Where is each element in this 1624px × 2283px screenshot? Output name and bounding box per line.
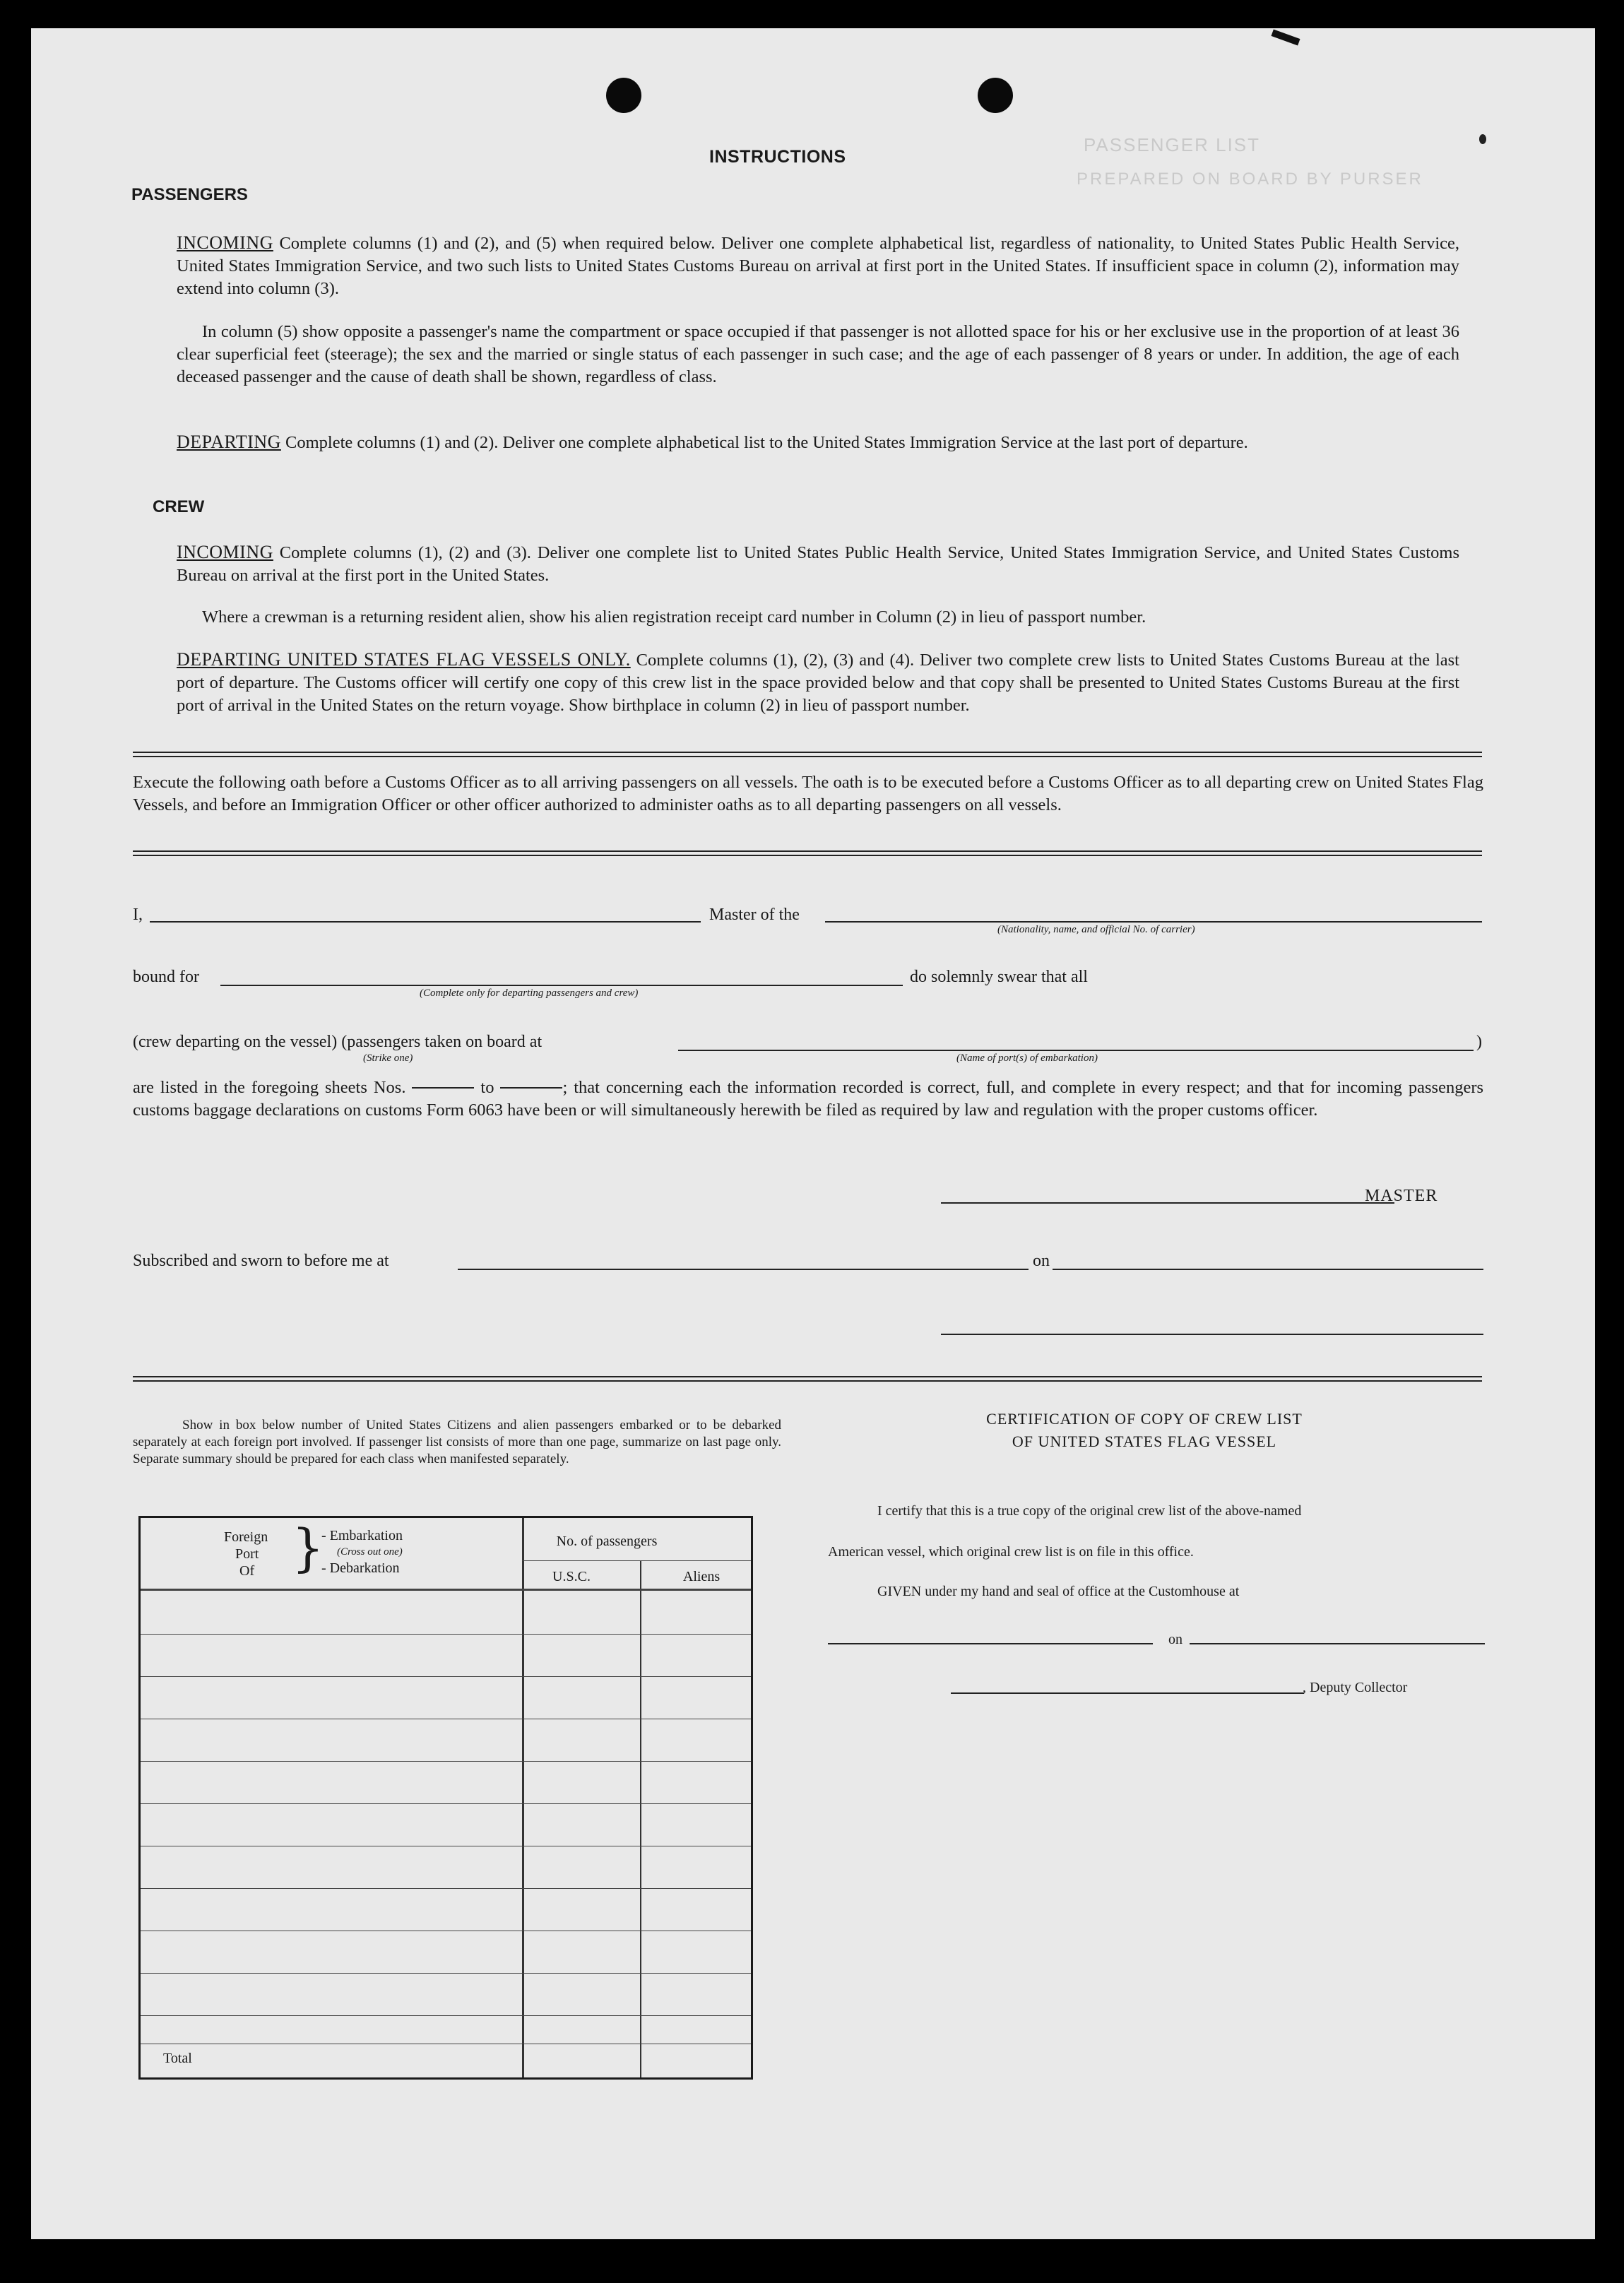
master-name-field[interactable] — [150, 921, 701, 923]
scan-mark — [1271, 29, 1300, 45]
incoming-text: Complete columns (1) and (2), and (5) when required below. Deliver one complete alphabetical list, regardless of nationality, to United States Public Health Service, United States Immigration Service, and two such lists to United States Customs Bureau on arrival at first port in the United States. If insufficient space in column (2), information may extend into column (3). — [177, 234, 1460, 298]
alien-paragraph — [177, 606, 1459, 629]
header-subline — [522, 1560, 751, 1561]
oath-intro-paragraph — [133, 771, 1483, 817]
bound-caption: (Complete only for departing passengers and crew) — [420, 988, 639, 999]
summary-table — [138, 1516, 753, 2080]
master-signature-field[interactable] — [941, 1202, 1394, 1204]
carrier-caption: (Nationality, name, and official No. of carrier) — [997, 924, 1195, 935]
sworn-date-field[interactable] — [1053, 1269, 1483, 1270]
master-label: MASTER — [1365, 1187, 1438, 1205]
oath-crew-departing: (crew departing on the vessel) (passengers taken on board at — [133, 1033, 543, 1051]
crew-departing-label: DEPARTING UNITED STATES FLAG VESSELS ONLY. — [177, 649, 631, 670]
cert-date-field[interactable] — [1190, 1643, 1485, 1644]
alien-text: Where a crewman is a returning resident alien, show his alien registration receipt card number in Column (2) in lieu of passport number. — [202, 607, 1146, 627]
column5-text: In column (5) show opposite a passenger's name the compartment or space occupied if that passenger is not allotted space for his or her exclusive use in the proportion of at least 36 clear superficial feet (steerage); the sex and the married or single status of each passenger in such case; and the age of each passenger of 8 years or under. In addition, the age of each deceased passenger and the cause of death shall be shown, regardless of class. — [177, 322, 1459, 386]
cert-on-label: on — [1168, 1632, 1183, 1647]
officer-signature-field[interactable] — [941, 1334, 1483, 1335]
crew-departing-text: Complete columns (1), (2), (3) and (4). Deliver two complete crew lists to United States Customs Bureau at the last port of departure. The Customs officer will certify one copy of this crew list in the space provided below and that copy shall be presented to United States Customs Bureau at the first port of arrival in the United States on the return voyage. Show birthplace in column (2) in lieu of passport number. — [177, 651, 1459, 715]
table-row[interactable] — [141, 1803, 751, 1804]
col-port-2: Port — [235, 1546, 259, 1562]
oath-close-paren: ) — [1476, 1033, 1482, 1051]
certify-text-2: American vessel, which original crew list is on file in this office. — [828, 1544, 1194, 1560]
page-title: INSTRUCTIONS — [709, 147, 846, 167]
sheets-paragraph — [133, 1077, 1483, 1122]
section-heading-crew: CREW — [153, 497, 205, 516]
table-row[interactable] — [141, 1634, 751, 1635]
passengers-incoming-paragraph — [177, 232, 1459, 300]
usc-header: U.S.C. — [552, 1569, 591, 1584]
table-row[interactable] — [141, 1761, 751, 1762]
divider — [133, 1376, 1482, 1382]
no-passengers-label: No. of passengers — [556, 1534, 658, 1549]
total-label: Total — [163, 2051, 192, 2066]
crew-departing-paragraph — [177, 648, 1459, 717]
summary-instructions — [133, 1417, 781, 1468]
punch-hole-left — [606, 78, 641, 113]
header-line — [141, 1589, 751, 1591]
sheets-rest: ; that concerning each the information recorded is correct, full, and complete in every respect; and that for incoming passengers customs baggage declarations on customs Form 6063 have been or will simultaneously herewith be filed as required by law and regulation with the proper customs officer. — [133, 1078, 1484, 1120]
bleed-through-text: PASSENGER LIST — [1084, 134, 1261, 155]
embarkation-label: - Embarkation — [321, 1528, 403, 1543]
brace-icon: } — [292, 1518, 324, 1577]
table-row[interactable] — [141, 2015, 751, 2016]
form-page — [31, 28, 1595, 2239]
aliens-header: Aliens — [682, 1569, 721, 1584]
debarkation-label: - Debarkation — [321, 1560, 400, 1576]
passengers-departing-paragraph — [177, 431, 1459, 454]
given-text: GIVEN under my hand and seal of office at the Customhouse at — [877, 1584, 1240, 1599]
bound-for-field[interactable] — [220, 985, 903, 986]
deputy-signature-field[interactable] — [951, 1692, 1304, 1694]
col-port-1: Foreign — [224, 1529, 268, 1545]
sheet-from-field[interactable] — [412, 1087, 474, 1089]
incoming-label: INCOMING — [177, 232, 273, 253]
col-port-3: Of — [239, 1563, 255, 1579]
divider — [133, 752, 1482, 757]
customhouse-field[interactable] — [828, 1643, 1153, 1644]
oath-master-of-the: Master of the — [709, 906, 800, 924]
divider — [133, 850, 1482, 856]
cross-out-caption: (Cross out one) — [337, 1546, 403, 1558]
col-divider — [522, 1518, 524, 2077]
sheet-to-field[interactable] — [500, 1087, 562, 1089]
departing-label: DEPARTING — [177, 432, 281, 452]
sheets-to: to — [480, 1078, 494, 1097]
oath-intro-text: Execute the following oath before a Customs Officer as to all arriving passengers on all vessels. The oath is to be executed before a Customs Officer as to all departing crew on United States Flag Vessels, and before an Immigration Officer or other officer authorized to administer oaths as to all departing passengers on all vessels. — [133, 773, 1483, 814]
table-row[interactable] — [141, 1676, 751, 1677]
deputy-collector-label: , Deputy Collector — [1303, 1680, 1408, 1695]
col-divider — [640, 1560, 641, 2077]
strike-one-caption: (Strike one) — [363, 1052, 413, 1064]
oath-bound-for: bound for — [133, 968, 199, 986]
table-row[interactable] — [141, 1973, 751, 1974]
certification-title-2: OF UNITED STATES FLAG VESSEL — [1012, 1433, 1277, 1450]
sheets-prefix: are listed in the foregoing sheets Nos. — [133, 1078, 406, 1097]
departing-text: Complete columns (1) and (2). Deliver one complete alphabetical list to the United States Immigration Service at the last port of departure. — [285, 433, 1248, 452]
ports-field[interactable] — [678, 1050, 1474, 1051]
ports-caption: (Name of port(s) of embarkation) — [956, 1052, 1098, 1064]
crew-incoming-paragraph — [177, 541, 1459, 587]
subscribed-label: Subscribed and sworn to before me at — [133, 1252, 389, 1270]
scan-mark — [1479, 134, 1486, 144]
bleed-through-text: PREPARED ON BOARD BY PURSER — [1077, 170, 1423, 189]
carrier-field[interactable] — [825, 921, 1482, 923]
table-row[interactable] — [141, 1888, 751, 1889]
crew-incoming-text: Complete columns (1), (2) and (3). Deliver one complete list to United States Public Health Service, United States Immigration Service, and United States Customs Bureau on arrival at the first port in the United States. — [177, 543, 1460, 585]
column5-paragraph — [177, 321, 1459, 389]
oath-i: I, — [133, 906, 143, 924]
section-heading-passengers: PASSENGERS — [131, 185, 248, 204]
sworn-place-field[interactable] — [458, 1269, 1029, 1270]
punch-hole-right — [978, 78, 1013, 113]
sworn-on-label: on — [1033, 1252, 1050, 1270]
certify-text-1: I certify that this is a true copy of the original crew list of the above-named — [877, 1503, 1302, 1519]
crew-incoming-label: INCOMING — [177, 542, 273, 562]
certification-title-1: CERTIFICATION OF COPY OF CREW LIST — [986, 1410, 1303, 1428]
oath-swear: do solemnly swear that all — [910, 968, 1088, 986]
summary-instructions-text: Show in box below number of United States Citizens and alien passengers embarked or to be debarked separately at each foreign port involved. If passenger list consists of more than one page, summarize on last page only. Separate summary should be prepared for each class when manifested separately. — [133, 1418, 781, 1466]
